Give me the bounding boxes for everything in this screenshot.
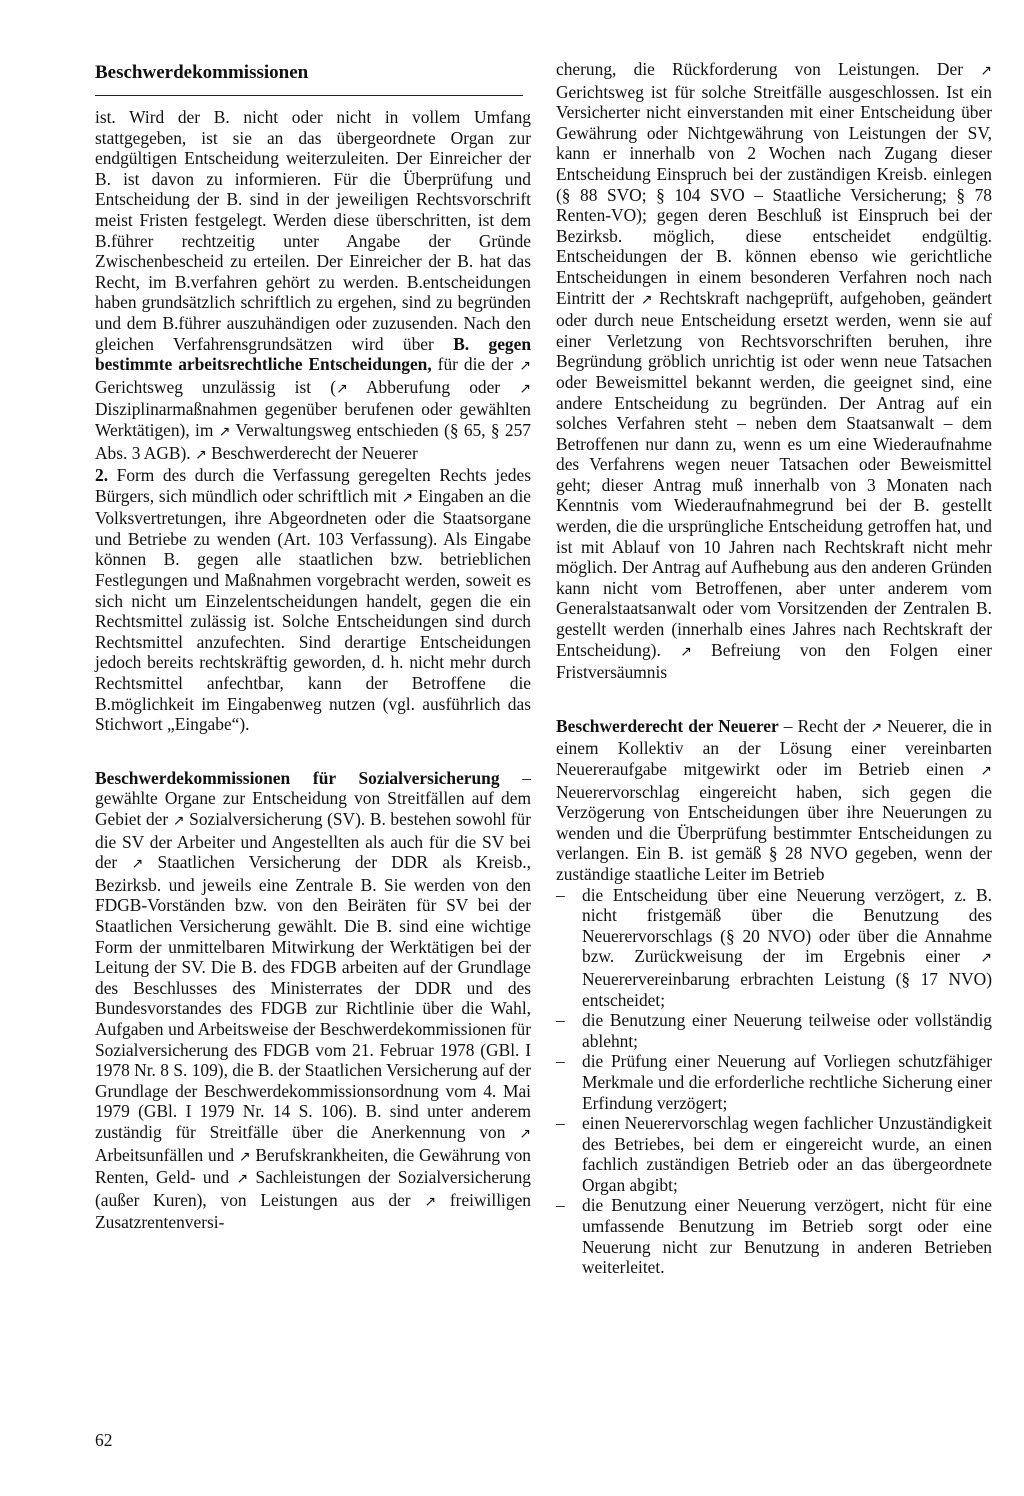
entry-sozialversicherung: Beschwerdekommissionen für Sozialversicherung – gewählte Organe zur Entscheidung von Streitfällen auf dem Gebiet der ↗ Sozialversicherung (SV). B. bestehen sowohl für die SV der Arbeiter und Angestellten als auch für die SV bei der ↗ Staatlichen Versicherung der DDR als Kreisb., Bezirksb. und jeweils eine Zentrale B. Sie werden von den FDGB-Vorständen bzw. von den Beiräten für SV bei der Staatlichen Versicherung gewählt. Die B. sind eine wichtige Form der unmittelbaren Mitwirkung der Werktätigen bei der Leitung der SV. Die B. des FDGB arbeiten auf der Grundlage des Beschlusses des Ministerrates der DDR und des Bundesvorstandes des FDGB zur Richtlinie über die Wahl, Aufgaben und Arbeitsweise der Beschwerdekommissionen für Sozialversicherung des FDGB vom 21. Februar 1978 (GBl. I 1978 Nr. 8 S. 109), die B. der Staatlichen Versicherung auf der Grundlage der Beschwerdekommissionsordnung vom 4. Mai 1979 (GBl. I 1979 Nr. 14 S. 106). B. sind unter anderem zuständig für Streitfälle über die Anerkennung von ↗ Arbeitsunfällen und ↗ Berufskrankheiten, die Gewährung von Renten, Geld- und ↗ Sachleistungen der Sozialversicherung (außer Kuren), von Leistungen aus der ↗ freiwilligen Zusatzrentenversi- [95,767,531,1233]
cross-reference: Eingaben [417,485,484,506]
paragraph-section-2: 2. Form des durch die Verfassung geregelten Rechts jedes Bürgers, sich mündlich oder schriftlich mit ↗ Eingaben an die Volksvertretungen, ihre Abgeordneten oder die Staatsorgane und Betriebe zu wenden (Art. 103 Verfassung). Als Eingabe können B. gegen alle staatlichen bzw. betrieblichen Festlegungen und Maßnahmen vorgebracht werden, soweit es sich nicht um Einzelentscheidungen handelt, gegen die ein Rechtsmittel zulässig ist. Solche Entscheidungen sind durch Rechtsmittel anzufechten. Sind derartige Entscheidungen jedoch bereits rechtskräftig geworden, d. h. nicht mehr durch Rechtsmittel anfechtbar, kann der Betroffene die B.möglichkeit im Eingabenweg nutzen (vgl. ausführlich das Stichwort „Eingabe“). [95,465,531,735]
paragraph-continuation: ist. Wird der B. nicht oder nicht in vollem Umfang stattgegeben, ist sie an das übergeordnete Organ zur endgültigen Entscheidung weiterzuleiten. Der Einreicher der B. ist davon zu informieren. Für die Überprüfung und Entscheidung der B. sind in der jeweiligen Rechtsvorschrift meist Fristen festgelegt. Werden diese überschritten, ist dem B.führer rechtzeitig unter Angabe der Gründe Zwischenbescheid zu erteilen. Der Einreicher der B. hat das Recht, im B.verfahren gehört zu werden. B.entscheidungen haben grundsätzlich schriftlich zu ergehen, sind zu begründen und dem B.führer auszuhändigen oder zuzusenden. Nach den gleichen Verfahrensgrundsätzen wird über B. gegen bestimmte arbeitsrechtliche Entscheidungen, für die der ↗ Gerichtsweg unzulässig ist (↗ Abberufung oder ↗ Disziplinarmaßnahmen gegenüber berufenen oder gewählten Werktätigen), im ↗ Verwaltungsweg entschieden (§ 65, § 257 Abs. 3 AGB). ↗ Beschwerderecht der Neuerer [95,107,532,463]
cross-reference-arrow-icon: ↗ [131,856,144,873]
header-rule [95,95,523,96]
cross-reference: freiwilligen Zusatzrentenversi- [95,1189,531,1233]
cross-reference: Beschwerderecht der Neuerer [211,442,418,463]
cross-reference: Neuerer [887,715,943,736]
cross-reference-arrow-icon: ↗ [680,643,692,660]
list-item: – die Benutzung einer Neuerung teilweise oder vollständig ablehnt; [556,1010,992,1051]
cross-reference: Rechtskraft [659,287,740,308]
cross-reference-arrow-icon: ↗ [195,446,207,463]
cross-reference: Staatlichen Versicherung [157,852,341,873]
subentry-heading: B. gegen bestimmte arbeitsrechtliche Entscheidungen, [95,333,532,375]
cross-reference-arrow-icon: ↗ [980,950,992,967]
list-item: – die Benutzung einer Neuerung verzögert, nicht für eine umfassende Benutzung im Betrieb sorgt oder eine Neuerung nicht zur Benutzung in anderen Betrieben weiterleitet. [556,1195,992,1277]
cross-reference-arrow-icon: ↗ [980,763,992,779]
cross-reference: Neuerervorschlag [556,781,680,802]
entry-title: Beschwerdekommissionen für Sozialversicherung [95,767,500,788]
cross-reference-arrow-icon: ↗ [519,380,532,397]
cross-reference-arrow-icon: ↗ [401,489,414,506]
cross-reference-arrow-icon: ↗ [640,291,653,308]
cross-reference-arrow-icon: ↗ [172,813,185,829]
cross-reference-arrow-icon: ↗ [236,1171,249,1188]
cross-reference: Befreiung von den Folgen einer Fristversäumnis [556,639,992,683]
entry-gap [95,735,531,768]
cross-reference: Neuerervereinbarung [582,968,730,989]
section-number: 2. [95,465,109,486]
cross-reference-arrow-icon: ↗ [980,63,992,79]
cross-reference: Abberufung oder [366,376,501,397]
page-number: 62 [95,1430,113,1450]
right-column [556,59,992,1278]
left-column [95,107,531,1233]
cross-reference: Arbeitsunfällen [95,1144,204,1165]
cross-reference-arrow-icon: ↗ [519,358,531,375]
list-item: – einen Neuerervorschlag wegen fachlicher Unzuständigkeit des Betriebes, bei dem er eingereicht wurde, an einen fachlich zuständigen Betrieb oder an das übergeordnete Organ abgibt; [556,1113,992,1195]
cross-reference: Berufskrankheiten [255,1144,384,1165]
cross-reference: Verwaltungsweg [235,419,352,440]
cross-reference-arrow-icon: ↗ [336,380,348,397]
entry-title: Beschwerderecht der Neuerer [556,715,779,736]
entry-beschwerderecht-neuerer: Beschwerderecht der Neuerer – Recht der ↗ Neuerer, die in einem Kollektiv an der Lösung einer vereinbarten Neuereraufgabe mitgewirkt oder im Betrieb einen ↗ Neuerervorschlag eingereicht haben, sich gegen die Verzögerung von Entscheidungen über ihre Neuerungen zu wenden und die Überprüfung bestimmter Entscheidungen zu verlangen. Ein B. ist gemäß § 28 NVO gegeben, wenn der zuständige staatliche Leiter im Betrieb [556,715,992,884]
cross-reference: Sozialversicherung [189,809,323,829]
cross-reference: Disziplinarmaßnahmen [95,399,258,420]
cross-reference: Sachleistungen [255,1167,361,1188]
list-item: – die Prüfung einer Neuerung auf Vorliegen schutzfähiger Merkmale und die erforderliche rechtliche Sicherung einer Erfindung verzögert; [556,1051,992,1113]
cross-reference-arrow-icon: ↗ [238,1148,251,1165]
paragraph-continuation: cherung, die Rückforderung von Leistungen. Der ↗ Gerichtsweg ist für solche Streitfälle ausgeschlossen. Ist ein Versicherter nicht einverstanden mit einer Entscheidung über Gewährung oder Nichtgewährung von Leistungen der SV, kann er innerhalb von 2 Wochen nach Zugang dieser Entscheidung Einspruch bei der zuständigen Kreisb. einlegen (§ 88 SVO; § 104 SVO – Staatliche Versicherung; § 78 Renten-VO); gegen deren Beschluß ist Einspruch bei der Bezirksb. möglich, diese entscheidet endgültig. Entscheidungen der B. können ebenso wie gerichtliche Entscheidungen in einem besonderen Verfahren noch nach Eintritt der ↗ Rechtskraft nachgeprüft, aufgehoben, geändert oder durch neue Entscheidung ersetzt werden, wenn sie auf einer Verletzung von Rechtsvorschriften beruhen, ihre Begründung gröblich unrichtig ist oder wenn neue Tatsachen oder Beweismittel bekannt werden, die geeignet sind, eine andere Entscheidung zu begründen. Der Antrag auf ein solches Verfahren steht – neben dem Staatsanwalt – dem Betroffenen nur dann zu, wenn es um eine Wiederaufnahme des Verfahrens wegen neuer Tatsachen oder Beweismittel geht; dieser Antrag muß innerhalb von 3 Monaten nach Kenntnis vom Wiederaufnahmegrund bei der B. gestellt werden, die die ursprüngliche Entscheidung getroffen hat, und ist mit Ablauf von 10 Jahren nach Rechtskraft nicht mehr möglich. Der Antrag auf Aufhebung aus den anderen Gründen kann nicht vom Betroffenen, aber unter anderem vom Generalstaatsanwalt oder vom Vorsitzenden der Zentralen B. gestellt werden (innerhalb eines Jahres nach Rechtskraft der Entscheidung). ↗ Befreiung von den Folgen einer Fristversäumnis [556,59,992,683]
cross-reference-arrow-icon: ↗ [424,1193,437,1210]
cross-reference: Gerichtsweg [556,81,644,102]
cross-reference-arrow-icon: ↗ [870,719,883,736]
running-head: Beschwerdekommissionen [95,62,309,83]
entry-gap [556,683,992,716]
condition-list [556,885,992,1278]
cross-reference-arrow-icon: ↗ [519,1125,531,1142]
cross-reference-arrow-icon: ↗ [218,423,231,440]
cross-reference: Gerichtsweg [95,376,183,397]
list-item: – die Entscheidung über eine Neuerung verzögert, z. B. nicht fristgemäß über die Benutzung des Neuerervorschlags (§ 20 NVO) oder über die Annahme bzw. Zurückweisung der im Ergebnis einer ↗ Neuerervereinbarung erbrachten Leistung (§ 17 NVO) entscheidet; [556,885,992,1011]
